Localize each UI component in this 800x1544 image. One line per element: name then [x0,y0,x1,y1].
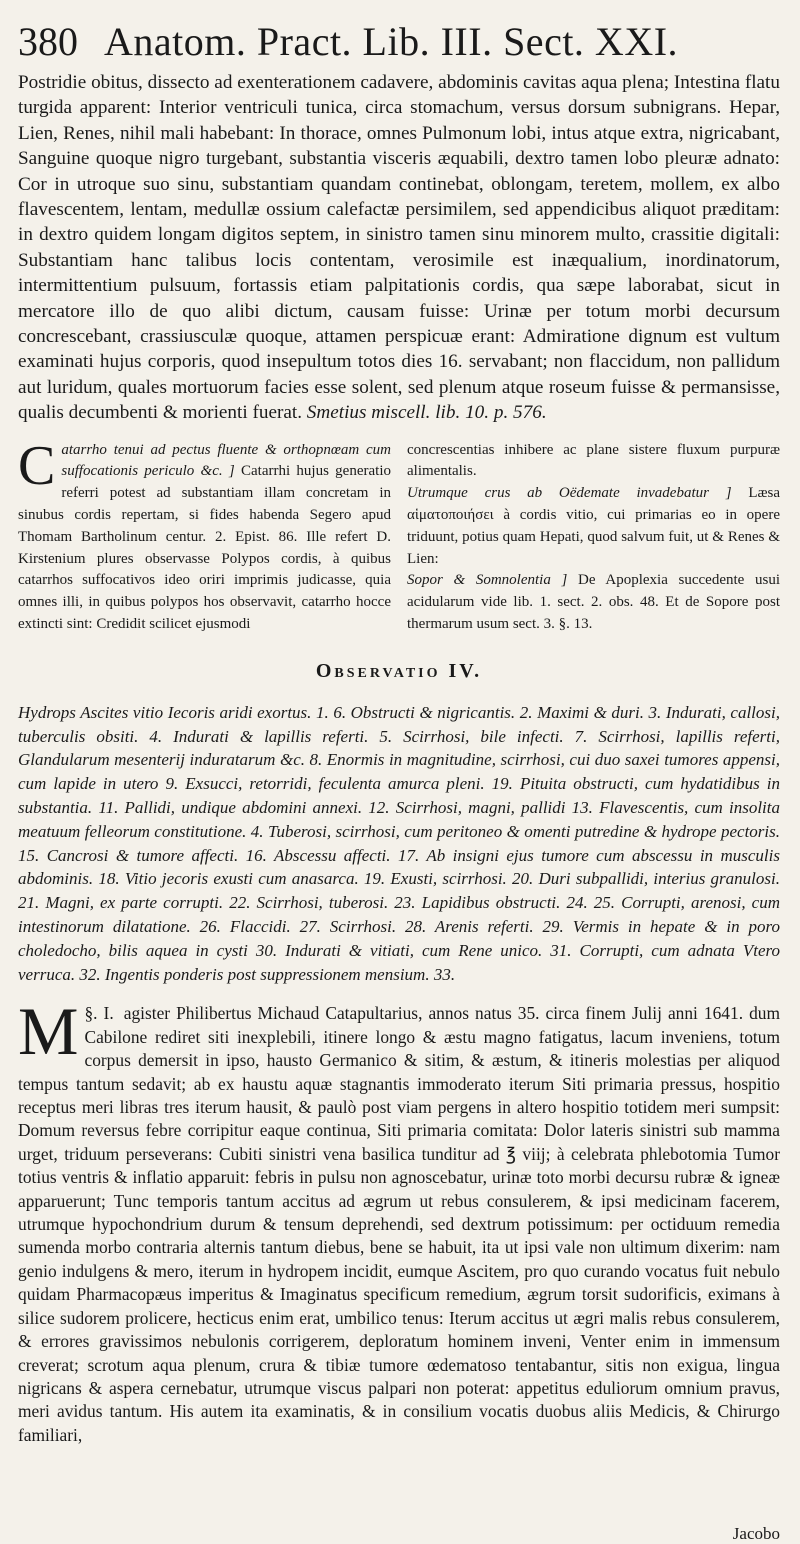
page-number: 380 [18,19,78,64]
note-text-continuation: concrescentias inhibere ac plane sistere fluxum purpuræ alimentalis. [407,441,780,480]
notes [18,434,781,636]
observation-summary: Hydrops Ascites vitio Iecoris aridi exortus. 1. 6. Obstructi & nigricantis. 2. Maximi & duri. 3. Indurati, callosi, tuberculis obsiti. 4. Indurati & lapillis referti. 5. Scirrhosi, bile infecti. 7. Scirrhosi, lapillis referti, Glandularum mesenterij induratarum &c. 8. Enormis in magnitudine, scirrhosi, cui duo saxei tumores appensi, cum lapide in utero 9. Exsucci, retorridi, feculenta amurca pleni. 19. Pituita obstructi, cum hydatidibus in substantia. 11. Pallidi, undique abdomini annexi. 12. Scirrhosi, magni, pallidi 13. Flavescentis, cum insolita meatuum felleorum constitutione. 4. Tuberosi, scirrhosi, cum peritoneo & omenti putredine & hydrope pectoris. 15. Cancrosi & tumore affecti. 16. Abscessu affecti. 17. Ab insigni ejus tumore cum abscessu in musculis abdominis. 18. Vitio jecoris exusti cum anasarca. 19. Exusti, scirrhosi. 20. Duri subpallidi, interius granulosi. 21. Magni, ex parte corrupti. 22. Scirrhosi, tuberosi. 23. Lapidibus obstructi. 24. 25. Corrupti, arenosi, cum intestinorum dilatatione. 26. Flaccidi. 27. Scirrhosi. 28. Arenis referti. 29. Vermis in hepate & in poro choledocho, bilis aquea in cysti 30. Indurati & vitiati, cum Rene unico. 31. Corrupti, cum adnata Vtero verruca. 32. Ingentis ponderis post suppressionem mensium. 33. [18,702,780,984]
note-text-oedema: Læsa αἱματοποιήσει à cordis vitio, cui primarias eo in opere triduunt, potius quam Hepati, quod salvum fuit, ut & Renes & Lien: [407,485,781,567]
section-dropcap: M [18,993,79,1070]
paragraph-text: Postridie obitus, dissecto ad exenterationem cadavere, abdominis cavitas aqua plena; Intestina flatu turgida apparent: Interior ventriculi tunica, circa stomachum, versus dorsum subnigrans. Hepar, Lien, Renes, nihil mali habebant: In thorace, omnes Pulmonum lobi, intus atque extra, nigricabant, Sanguine quoque nigro turgebant, substantia visceris æquabili, dextro tamen lobo pleuræ adnato: Cor in utroque suo sinu, substantiam quandam continebat, oblongam, teretem, mollem, ex albo flavescentem, lentam, medullæ ossium calefactæ persimilem, sed appendicibus aliquot præditam: in dextro quidem longam digitos septem, in sinistro tamen sinu minorem multo, crassitie digitali: Substantiam hanc talibus locis contentam, verosimile est inæqualium, inordinatorum, intermittentium pulsuum, fortassis etiam palpitationis cordis, qua sæpe laborabat, sicut in mercatore illo de quo alibi dictum, causam fuisse: Urinæ per totum morbi decursum concrescebant, crassiusculæ quoque, attamen perspicuæ erant: Admiratione dignum est vultum examinati hujus corporis, quod insepultum totos dies 16. servabant; non flaccidum, non pallidum aut luridum, quales mortuorum facies esse solent, sed plenum atque roseum fuisse & permansisse, qualis decumbenti & morienti fuerat. [18,72,780,424]
running-head [18,14,780,70]
note-dropcap: C [18,434,56,497]
section-mark: §. I. [84,1003,114,1024]
notes-left-column [18,434,391,636]
note-lemma-oedema: Utrumque crus ab Oëdemate invadebatur ] [407,485,732,502]
observation-title: Observatio IV. [315,659,483,682]
main-paragraph [18,70,780,426]
note-lemma-sopor: Sopor & Somnolentia ] [407,572,568,589]
catchword: Jacobo [732,1524,780,1543]
note-lemma-catarrh: atarrho tenui ad pectus fluente & orthopnœam cum suffocationis periculo &c. ] [61,441,391,480]
note-text-sopor: De Apoplexia succedente usui acidularum vide lib. 1. sect. 2. obs. 48. Et de Sopore post thermarum usum sect. 3. §. 13. [407,572,780,633]
source-reference: Smetius miscell. lib. 10. p. 576. [306,402,547,424]
section-one [18,993,780,1447]
note-text-catarrh: Catarrhi hujus generatio referri potest ad substantiam illam concretam in sinubus cordis repertam, si fides habenda Segero apud Thomam Bartholinum centur. 2. Epist. 86. Ille refert D. Kirstenium plures observasse Polypos cordis, à quibus catarrhos suffocativos ideo oriri imprimis judicasse, quia omnes illi, in quibus polypos hos observavit, catarrho hocce extincti sint: Credidit scilicet ejusmodi [18,463,391,633]
running-title: Anatom. Pract. Lib. III. Sect. XXI. [104,19,679,64]
section-text: agister Philibertus Michaud Catapultarius, annos natus 35. circa finem Julij anni 1641. dum Cabilone rediret siti inexplebili, itinere longo & æstu magno fatigatus, lacum inveniens, totum corpus demersit in ipso, hausto Germanico & sitim, & æstum, & itineris molestias per aliquod tempus tantum sedavit; ab ex haustu aquæ stagnantis immoderato iterum Siti primaria pressus, hospitio receptus meri libras tres iterum hausit, & paulò post viam pergens in altero hospitio totidem meri sumpsit: Domum reversus febre corripitur eaque continua, Siti primaria comitata: Dolor lateris sinistri sub mamma urget, triduum perseverans: Cubiti sinistri vena basilica tunditur ad ℥ viij; à celebrata phlebotomia Tumor totius ventris & inflatio apparuit: febris in pulsu non agnoscebatur, urinæ toto morbi decursu rubræ & igneæ apparuerunt; Tunc temporis tantum accitus ad ægrum ut rebus consulerem, & ipsi medicinam facerem, utrumque hypochondrium durum & tensum deprehendi, sed dextrum potissimum: per octiduum remedia sumenda morbo contraria alternis tantum diebus, bene se habuit, ita ut ipsi vale non ultimum dixerim: nam genio indulgens & mero, iterum in hydropem incidit, eumque Ascitem, pro quo curando vocatus fuit nebulo quidam Pharmacopæus imperitus & Imaginatus specificum remedium, ægrum torsit sudorificis, eximans à silice sudorem prolicere, hecticus enim erat, umbilico tenus: Iterum accitus ut ægri malis rebus consulerem, & errores gravissimos nebulonis corrigerem, deploratum hominem inveni, Venter enim in immensum creverat; scrotum aqua plenum, crura & tibiæ tumore œdematoso tentabantur, sitis non exigua, lingua nigricans & aspera cernebatur, utrumque viscus palpari non poterat: appetitus eduliorum omnium pravus, meri avidus tantum. His autem ita examinatis, & in consilium vocatis duobus aliis Medicis, & Chirurgo familiari, [18,1003,780,1445]
page [18,14,781,1543]
notes-right-column [407,440,780,636]
